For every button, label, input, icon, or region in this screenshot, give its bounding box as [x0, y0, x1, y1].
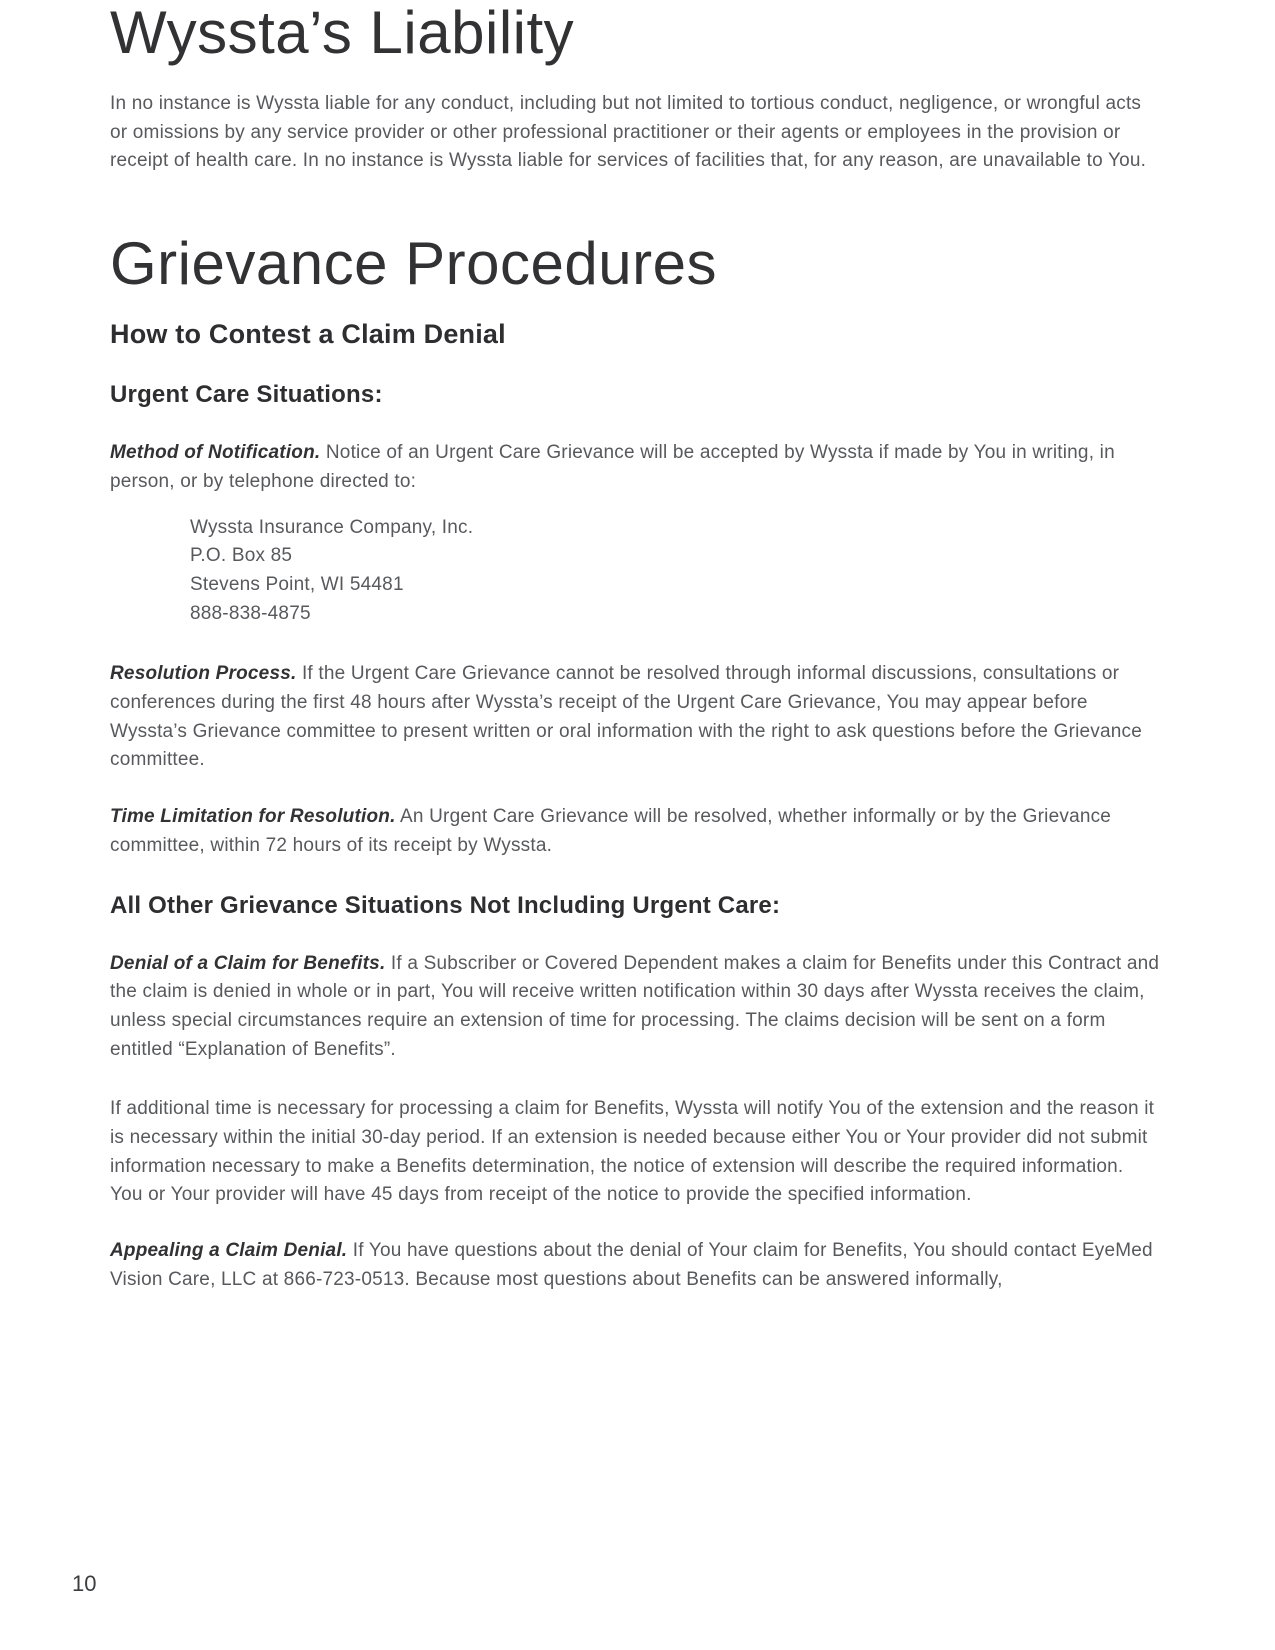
address-po-box: P.O. Box 85 [190, 545, 293, 567]
method-of-notification-text: Notice of an Urgent Care Grievance will be accepted by Wyssta if made by You in writing, in person, or by telephone directed to: [110, 442, 1115, 492]
address-city-state-zip: Stevens Point, WI 54481 [190, 573, 404, 595]
section-title-grievance: Grievance Procedures [110, 230, 717, 298]
denial-of-claim-paragraph [110, 950, 1160, 1065]
resolution-process-lead: Resolution Process. [110, 663, 297, 685]
liability-paragraph: In no instance is Wyssta liable for any conduct, including but not limited to tortious conduct, negligence, or wrongful acts or omissions by any service provider or other professional practitioner or their agents or employees in the provision or receipt of health care. In no instance is Wyssta liable for services of facilities that, for any reason, are unavailable to You. [110, 93, 1147, 172]
time-limitation-text: An Urgent Care Grievance will be resolved, whether informally or by the Grievance committee, within 72 hours of its receipt by Wyssta. [110, 806, 1112, 856]
appealing-claim-denial-text: If You have questions about the denial of Your claim for Benefits, You should contact EyeMed Vision Care, LLC at 866-723-0513. Because most questions about Benefits can be answered informally, [110, 1240, 1153, 1290]
page-content [110, 0, 1160, 1295]
heading-urgent-care-situations: Urgent Care Situations: [110, 381, 383, 409]
method-of-notification-paragraph [110, 439, 1160, 496]
denial-of-claim-lead: Denial of a Claim for Benefits. [110, 952, 386, 974]
denial-of-claim-text: If a Subscriber or Covered Dependent makes a claim for Benefits under this Contract and the claim is denied in whole or in part, You will receive written notification within 30 days after Wyssta receives the claim, unless special circumstances require an extension of time for processing. The claims decision will be sent on a form entitled “Explanation of Benefits”. [110, 952, 1160, 1060]
section-title-liability: Wyssta’s Liability [110, 0, 575, 66]
address-phone: 888-838-4875 [190, 602, 311, 624]
appealing-claim-denial-paragraph [110, 1237, 1160, 1294]
heading-all-other-grievance-situations: All Other Grievance Situations Not Including Urgent Care: [110, 891, 781, 919]
time-limitation-paragraph [110, 803, 1160, 860]
resolution-process-text: If the Urgent Care Grievance cannot be resolved through informal discussions, consultations or conferences during the first 48 hours after Wyssta’s receipt of the Urgent Care Grievance, You may appear before Wyssta’s Grievance committee to present written or oral information with the right to ask questions before the Grievance committee. [110, 663, 1142, 771]
page-number: 10 [72, 1571, 97, 1596]
resolution-process-paragraph [110, 660, 1160, 775]
time-limitation-lead: Time Limitation for Resolution. [110, 806, 396, 828]
appealing-claim-denial-lead: Appealing a Claim Denial. [110, 1240, 348, 1262]
method-of-notification-lead: Method of Notification. [110, 442, 321, 464]
extension-paragraph: If additional time is necessary for processing a claim for Benefits, Wyssta will notify You of the extension and the reason it is necessary within the initial 30-day period. If an extension is needed because either You or Your provider did not submit information necessary to make a Benefits determination, the notice of extension will describe the required information. You or Your provider will have 45 days from receipt of the notice to provide the specified information. [110, 1098, 1155, 1206]
subsection-title-contest-claim-denial: How to Contest a Claim Denial [110, 319, 506, 350]
address-company: Wyssta Insurance Company, Inc. [190, 516, 474, 538]
address-block [190, 514, 1160, 629]
